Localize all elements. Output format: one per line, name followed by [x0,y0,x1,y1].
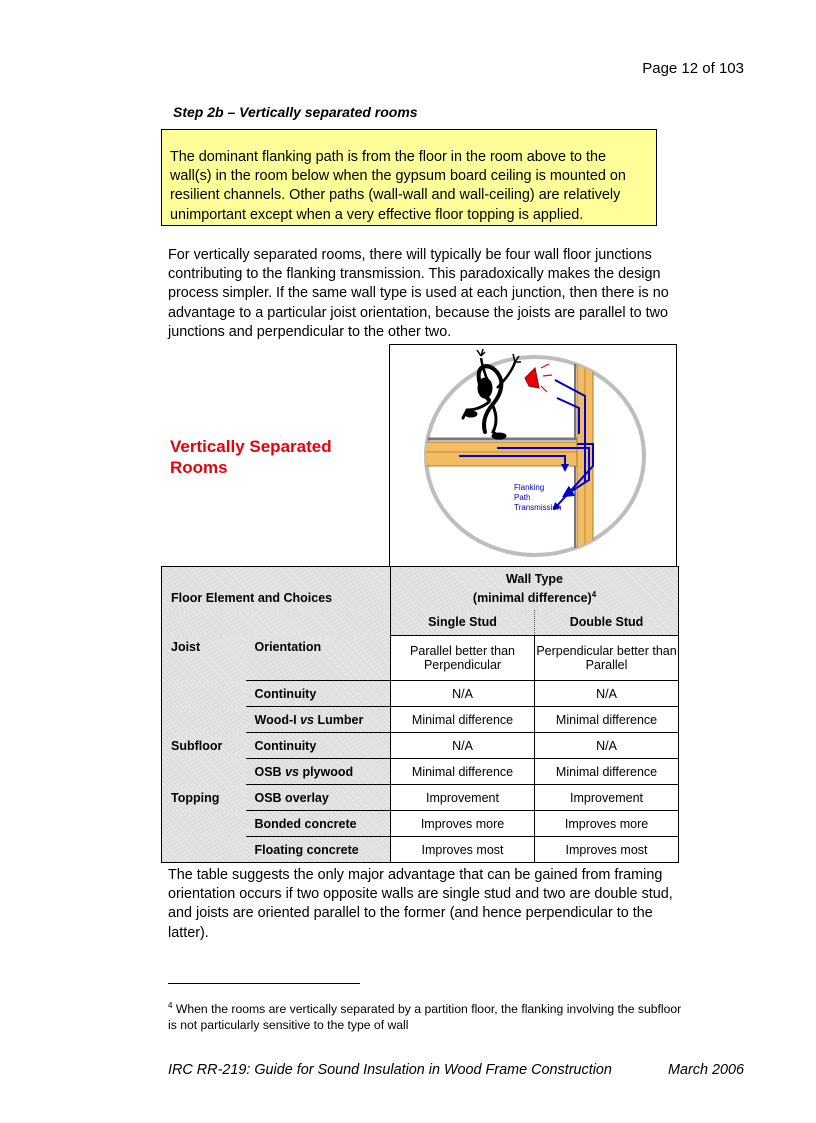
double-stud-cell: Minimal difference [535,707,679,733]
choice-cell: Bonded concrete [246,811,391,837]
element-subfloor: Subfloor [162,733,246,759]
footnote-text: When the rooms are vertically separated by a partition floor, the flanking involving the subfloor is not particularly sensitive to the type of wall [168,1002,682,1033]
callout-text: The dominant flanking path is from the floor in the room above to the wall(s) in the room below when the gypsum board ceiling is mounted on resilient channels. Other paths (wall-wall and wall-ceiling) are relatively unimportant except when a very effective floor topping is applied. [170,149,626,223]
floor-element-header: Floor Element and Choices [162,567,391,610]
step-heading: Step 2b – Vertically separated rooms [173,104,418,120]
flanking-label-line1: Flanking [514,483,545,492]
flanking-label-line3: Transmission [514,503,562,512]
element-cell [162,811,246,837]
table-row [162,837,679,863]
choice-cell: Continuity [246,681,391,707]
double-stud-cell: Minimal difference [535,759,679,785]
single-stud-cell: Improves most [391,837,535,863]
figure-title [170,436,332,478]
table-row [162,635,679,681]
table-row [162,785,679,811]
intro-paragraph: For vertically separated rooms, there will typically be four wall floor junctions contributing to the flanking transmission. This paradoxically makes the design process simpler. If the same wall type is used at each junction, then there is no advantage to a particular joist orientation, because the joists are parallel to two junctions and perpendicular to the other two. [168,247,669,340]
choice-cell: OSB overlay [246,785,391,811]
footnote [168,998,688,1033]
wall-type-subtitle: (minimal difference)$^4$ [472,589,597,605]
col-double-stud: Double Stud [535,610,679,636]
table-row [162,681,679,707]
single-stud-cell: Minimal difference [391,759,535,785]
double-stud-cell: N/A [535,681,679,707]
header-spacer [162,610,391,636]
wall-type-title: Wall Type [506,571,563,586]
element-topping: Topping [162,785,246,811]
col-single-stud: Single Stud [391,610,535,636]
flanking-label-line2: Path [514,493,531,502]
double-stud-cell: Improvement [535,785,679,811]
table-header-row [162,567,679,610]
footnote-divider [168,983,360,984]
double-stud-cell: Improves more [535,811,679,837]
table-row [162,811,679,837]
double-stud-cell: N/A [535,733,679,759]
footer-document-title: IRC RR-219: Guide for Sound Insulation in Wood Frame Construction [168,1062,612,1078]
element-cell [162,759,246,785]
summary-callout-box [161,129,657,226]
element-cell [162,707,246,733]
single-stud-cell: N/A [391,733,535,759]
single-stud-cell: N/A [391,681,535,707]
flanking-diagram [389,344,677,566]
choice-cell: Continuity [246,733,391,759]
single-stud-cell: Improvement [391,785,535,811]
floor-slab [419,442,589,466]
double-stud-cell: Improves most [535,837,679,863]
footer-date: March 2006 [668,1062,744,1078]
figure-title-line1: Vertically Separated [170,437,332,456]
single-stud-cell: Improves more [391,811,535,837]
table-row [162,759,679,785]
choice-cell: OSB vs plywood [246,759,391,785]
footnote-ref: 4 [591,589,597,599]
page-number: Page 12 of 103 [642,60,744,77]
single-stud-cell: Minimal difference [391,707,535,733]
figure-title-line2: Rooms [170,458,228,477]
choice-cell: Floating concrete [246,837,391,863]
double-stud-cell: Perpendicular better than Parallel [535,635,679,681]
floor-choices-table [161,566,679,863]
footnote-number: 4 [168,1001,173,1010]
table-row [162,733,679,759]
table-row [162,707,679,733]
element-cell [162,837,246,863]
choice-cell: Wood-I vs Lumber [246,707,391,733]
single-stud-cell: Parallel better than Perpendicular [391,635,535,681]
table-subheader-row [162,610,679,636]
choice-cell: Orientation [246,635,391,681]
conclusion-paragraph: The table suggests the only major advantage that can be gained from framing orientation occurs if two opposite walls are single stud and two are double stud, and joists are oriented parallel to the former (and hence perpendicular to the latter). [168,867,673,941]
wall-type-header [391,567,679,610]
element-cell [162,681,246,707]
element-joist: Joist [162,635,246,681]
